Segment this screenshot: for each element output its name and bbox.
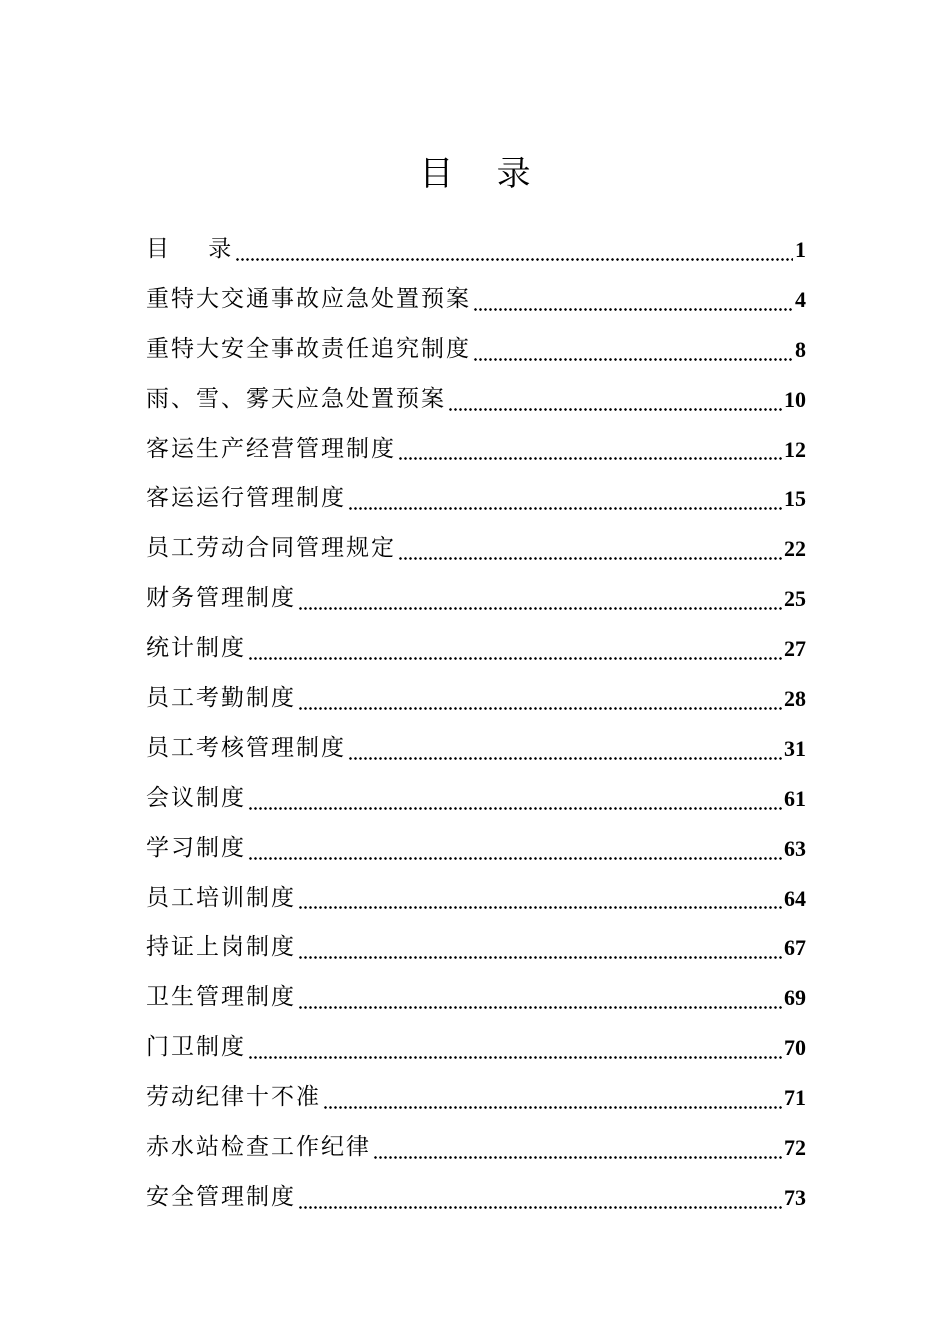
toc-entry-title: 客运生产经营管理制度 xyxy=(146,435,396,462)
dot-leader xyxy=(373,1156,782,1159)
toc-entry-page: 64 xyxy=(784,885,806,911)
toc-entry[interactable] xyxy=(146,1073,806,1123)
toc-entry[interactable] xyxy=(146,973,806,1023)
toc-entry-page: 63 xyxy=(784,835,806,861)
dot-leader xyxy=(473,358,793,361)
toc-entry-title: 财务管理制度 xyxy=(146,585,296,612)
toc-entry-page: 70 xyxy=(784,1035,806,1061)
dot-leader xyxy=(248,657,782,660)
toc-entry-page: 73 xyxy=(784,1184,806,1210)
toc-entry-title: 员工考核管理制度 xyxy=(146,734,346,761)
toc-entry-title: 赤水站检查工作纪律 xyxy=(146,1134,371,1161)
dot-leader xyxy=(298,906,782,909)
toc-entry[interactable] xyxy=(146,275,806,325)
dot-leader xyxy=(323,1106,782,1109)
table-of-contents xyxy=(146,225,806,1223)
toc-entry-page: 27 xyxy=(784,636,806,662)
toc-entry-title: 雨、雪、雾天应急处置预案 xyxy=(146,385,446,412)
toc-entry[interactable] xyxy=(146,1123,806,1173)
toc-entry-title: 员工培训制度 xyxy=(146,884,296,911)
toc-entry-page: 12 xyxy=(784,436,806,462)
toc-entry[interactable] xyxy=(146,474,806,524)
dot-leader xyxy=(348,757,782,760)
toc-entry[interactable] xyxy=(146,674,806,724)
toc-entry-page: 31 xyxy=(784,735,806,761)
toc-entry-page: 25 xyxy=(784,586,806,612)
toc-entry[interactable] xyxy=(146,874,806,924)
toc-entry-title: 门卫制度 xyxy=(146,1034,246,1061)
page-title: 目 录 xyxy=(419,153,531,194)
toc-entry-title: 重特大交通事故应急处置预案 xyxy=(146,285,471,312)
toc-entry[interactable] xyxy=(146,425,806,475)
toc-entry-page: 15 xyxy=(784,486,806,512)
dot-leader xyxy=(298,1206,782,1209)
toc-entry-title: 学习制度 xyxy=(146,834,246,861)
toc-entry-title: 会议制度 xyxy=(146,784,246,811)
toc-entry-title: 统计制度 xyxy=(146,635,246,662)
dot-leader xyxy=(398,557,782,560)
toc-entry[interactable] xyxy=(146,524,806,574)
dot-leader xyxy=(298,707,782,710)
dot-leader xyxy=(448,408,782,411)
toc-entry[interactable] xyxy=(146,774,806,824)
toc-entry-title: 员工劳动合同管理规定 xyxy=(146,535,396,562)
toc-entry-title: 持证上岗制度 xyxy=(146,934,296,961)
dot-leader xyxy=(248,807,782,810)
toc-entry-page: 4 xyxy=(795,286,806,312)
toc-entry-page: 28 xyxy=(784,686,806,711)
toc-entry[interactable] xyxy=(146,375,806,425)
toc-entry-page: 69 xyxy=(784,985,806,1011)
dot-leader xyxy=(248,857,782,860)
dot-leader xyxy=(248,1056,782,1059)
toc-entry[interactable] xyxy=(146,824,806,874)
toc-entry-title: 目 录 xyxy=(146,235,234,262)
toc-entry-title: 员工考勤制度 xyxy=(146,685,296,711)
toc-entry-page: 1 xyxy=(795,236,806,262)
toc-entry[interactable] xyxy=(146,624,806,674)
toc-entry-title: 客运运行管理制度 xyxy=(146,485,346,512)
toc-entry-page: 67 xyxy=(784,935,806,961)
toc-entry[interactable] xyxy=(146,574,806,624)
toc-entry[interactable] xyxy=(146,724,806,774)
toc-entry[interactable] xyxy=(146,1023,806,1073)
dot-leader xyxy=(298,607,782,610)
dot-leader xyxy=(298,956,782,959)
dot-leader xyxy=(473,308,793,311)
toc-entry-page: 71 xyxy=(784,1085,806,1111)
dot-leader xyxy=(298,1006,782,1009)
toc-entry[interactable] xyxy=(146,923,806,973)
toc-entry-page: 22 xyxy=(784,536,806,562)
toc-entry-title: 劳动纪律十不准 xyxy=(146,1084,321,1111)
dot-leader xyxy=(348,507,782,510)
dot-leader xyxy=(398,457,782,460)
toc-entry-page: 72 xyxy=(784,1135,806,1161)
toc-entry-title: 安全管理制度 xyxy=(146,1183,296,1210)
toc-entry-page: 10 xyxy=(784,386,806,412)
toc-entry-title: 卫生管理制度 xyxy=(146,984,296,1011)
dot-leader xyxy=(235,258,793,261)
toc-entry-title: 重特大安全事故责任追究制度 xyxy=(146,335,471,362)
toc-entry[interactable] xyxy=(146,225,806,275)
toc-entry-page: 61 xyxy=(784,785,806,811)
toc-entry[interactable] xyxy=(146,325,806,375)
toc-entry[interactable] xyxy=(146,1173,806,1223)
toc-entry-page: 8 xyxy=(795,336,806,362)
